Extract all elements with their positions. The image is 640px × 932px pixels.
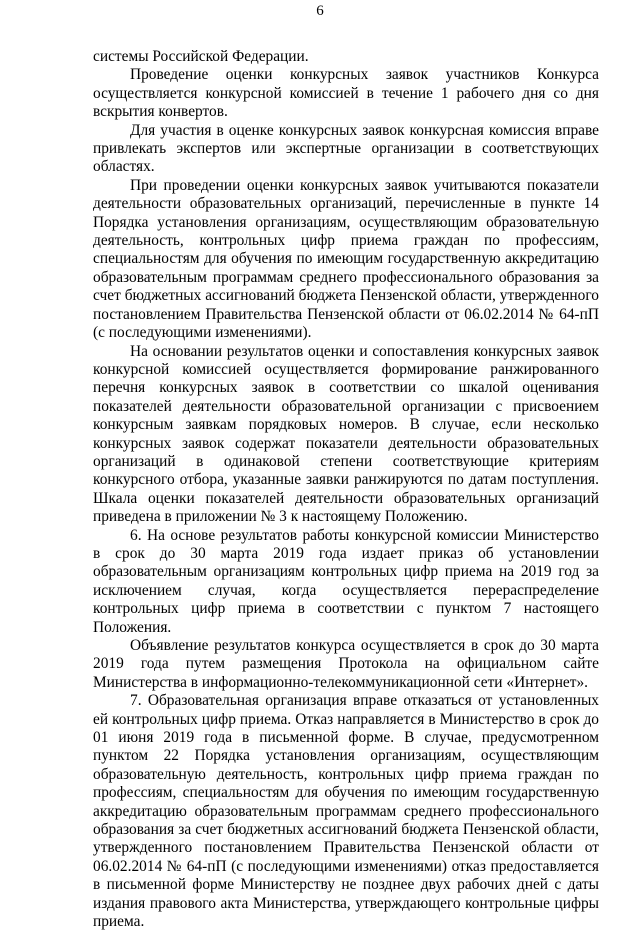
- paragraph-indicators: При проведении оценки конкурсных заявок учитываются показатели деятельности образовательных организаций, перечисленные в пункте 14 Порядка установления организациям, осуществляющим образовательную деятельность, контрольных цифр приема граждан по профессиям, специальностям для обучения по имеющим государственную аккредитацию образовательным программам среднего профессионального образования за счет бюджетных ассигнований бюджета Пензенской области, утвержденного постановлением Правительства Пензенской области от 06.02.2014 № 64-пП (с последующими изменениями).: [93, 176, 599, 342]
- page-number: 6: [316, 3, 324, 19]
- paragraph-announcement: Объявление результатов конкурса осуществляется в срок до 30 марта 2019 года путем размещения Протокола на официальном сайте Министерства в информационно-телекоммуникационной сети «Интернет».: [93, 637, 599, 691]
- document-body: [93, 48, 599, 932]
- paragraph-item-6: 6. На основе результатов работы конкурсной комиссии Министерство в срок до 30 марта 2019 года издает приказ об установлении образовательным организациям контрольных цифр приема на 2019 год за исключением случая, когда осуществляется перераспределение контрольных цифр приема в соответствии с пунктом 7 настоящего Положения.: [93, 526, 599, 636]
- paragraph-continuation: системы Российской Федерации.: [93, 48, 309, 65]
- paragraph-evaluation-timing: Проведение оценки конкурсных заявок участников Конкурса осуществляется конкурсной комиссией в течение 1 рабочего дня со дня вскрытия конвертов.: [93, 66, 599, 121]
- paragraph-ranking: На основании результатов оценки и сопоставления конкурсных заявок конкурсной комиссией осуществляется формирование ранжированного перечня конкурсных заявок в соответствии со шкалой оценивания показателей деятельности образовательной организации с присвоением конкурсным заявкам порядковых номеров. В случае, если несколько конкурсных заявок содержат показатели деятельности образовательных организаций в одинаковой степени соответствующие критериям конкурсного отбора, указанные заявки ранжируются по датам поступления. Шкала оценки показателей деятельности образовательных организаций приведена в приложении № 3 к настоящему Положению.: [93, 342, 599, 526]
- paragraph-item-7: 7. Образовательная организация вправе отказаться от установленных ей контрольных цифр приема. Отказ направляется в Министерство в срок до 01 июня 2019 года в письменной форме. В случае, предусмотренном пунктом 22 Порядка установления организациям, осуществляющим образовательную деятельность, контрольных цифр приема граждан по профессиям, специальностям для обучения по имеющим государственную аккредитацию образовательным программам среднего профессионального образования за счет бюджетных ассигнований бюджета Пензенской области, утвержденного постановлением Правительства Пензенской области от 06.02.2014 № 64-пП (с последующими изменениями) отказ предоставляется в письменной форме Министерству не позднее двух рабочих дней с даты издания правового акта Министерства, утверждающего контрольные цифры приема.: [93, 692, 599, 931]
- paragraph-experts: Для участия в оценке конкурсных заявок конкурсная комиссия вправе привлекать экспертов или экспертные организации в соответствующих областях.: [93, 121, 599, 176]
